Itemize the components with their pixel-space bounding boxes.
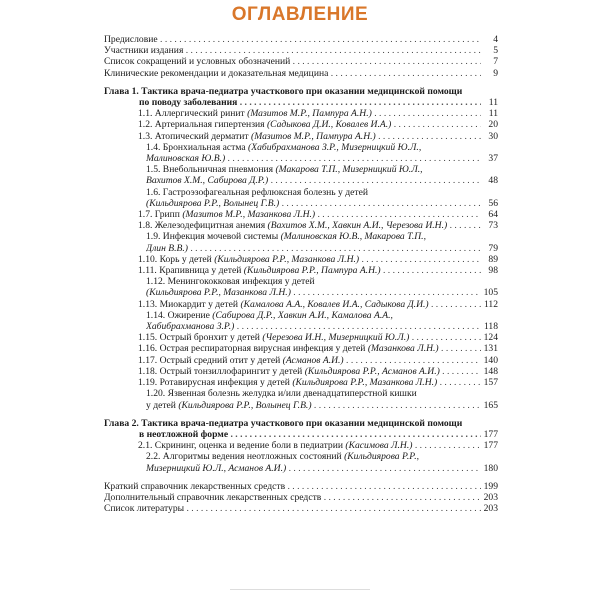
page-title: ОГЛАВЛЕНИЕ [231,4,369,25]
toc-entry-authors: (Садыкова Д.И., Ковалев И.А.) [266,119,392,131]
chapter-1-title[interactable]: Глава 1. Тактика врача-педиатра участкового при оказании медицинской помощи [104,85,463,97]
toc-entry-1-9[interactable] [138,231,498,242]
toc-entry-label: 1.8. Железодефицитная анемия [138,220,266,232]
toc-entry-authors: (Кильдиярова Р.Р., Мазанкова Л.Н.) [146,287,291,299]
toc-entry-1-7[interactable] [138,209,498,220]
toc-entry-label: 1.13. Миокардит у детей [138,298,239,310]
toc-entry-authors: (Кильдиярова Р.Р., [344,451,419,463]
footer-divider [230,589,370,590]
toc-entry-label: в неотложной форме . . . [139,429,481,440]
toc-entry-1-20[interactable]: 1.20. Язвенная болезнь желудка и/или двенадцатиперстной кишки [146,388,417,400]
toc-entry-1-15[interactable] [138,332,498,343]
toc-entry-page: 199 [483,480,498,492]
toc-entry-page: 124 [483,332,498,344]
toc-entry-authors: Длин В.В.) [146,242,188,254]
toc-entry-page: 131 [483,343,498,355]
toc-entry-2-2[interactable] [138,451,498,462]
toc-entry-1-19[interactable] [138,377,498,388]
toc-entry-1-13[interactable] [138,299,498,310]
toc-entry-preface[interactable] [104,34,498,45]
toc-entry-1-20-cont[interactable] [138,400,498,411]
toc-entry-page: 177 [483,440,498,452]
toc-entry-label: 1.11. Крапивница у детей [138,265,242,277]
toc-entry-label: у детей [146,399,176,411]
toc-entry-label: 1.4. Бронхиальная астма [146,141,246,153]
toc-entry-authors: (Кильдиярова Р.Р., Волынец Г.В.) [146,197,280,209]
toc-entry-1-6[interactable]: 1.6. Гастроэзофагеальная рефлюксная болезнь у детей [146,186,368,198]
toc-entry-authors: (Кильдиярова Р.Р., Пампура А.Н.) [243,265,381,277]
toc-entry-label: 1.17. Острый средний отит у детей [138,354,281,366]
toc-entry-authors: Мизерницкий Ю.Л., Асманов А.И.) [146,462,287,474]
toc-entry-authors: (Кильдиярова Р.Р., Мазанкова Л.Н.) [292,377,438,389]
toc-entry-authors: (Макарова Т.П., Мизерницкий Ю.Л., [275,164,423,176]
toc-entry-label: 2.2. Алгоритмы ведения неотложных состояний [146,451,342,463]
toc-entry-1-11[interactable] [138,265,498,276]
toc-entry-1-16[interactable] [138,343,498,354]
toc-entry-page: 20 [488,119,498,131]
toc-entry-authors: (Черезова И.Н., Мизерницкий Ю.Л.) [262,332,410,344]
toc-entry-page: 9 [493,67,498,79]
toc-entry-authors: (Камалова А.А., Ковалев И.А., Садыкова Д.И.) [240,298,429,310]
toc-entry-label: 1.3. Атопический дерматит [138,130,249,142]
toc-entry-page: 37 [488,153,498,165]
toc-entry-authors: (Вахитов Х.М., Хавкин А.И., Черезова И.Н.) [267,220,448,232]
toc-entry-page: 157 [483,377,498,389]
toc-entry-1-5-cont[interactable] [138,175,498,186]
toc-entry-1-1[interactable] [138,108,498,119]
toc-entry-page: 11 [488,97,498,109]
toc-entry-1-4-cont[interactable] [138,153,498,164]
toc-entry-1-12-cont[interactable] [138,287,498,298]
toc-entry-1-17[interactable] [138,355,498,366]
toc-entry-2-1[interactable] [138,440,498,451]
toc-entry-label: 1.7. Грипп [138,209,180,221]
toc-entry-1-6-cont[interactable] [138,198,498,209]
toc-entry-authors: (Асманов А.И.) [282,354,344,366]
toc-entry-authors: (Хабибрахманова З.Р., Мизерницкий Ю.Л., [248,141,422,153]
toc-entry-1-9-cont[interactable] [138,243,498,254]
toc-entry-page: 165 [483,399,498,411]
toc-entry-authors: (Кильдиярова Р.Р., Мазанкова Л.Н.) [214,253,360,265]
toc-entry-authors: (Малиновская Ю.В., Макарова Т.П., [280,231,426,243]
toc-entry-authors: (Мазитов М.Р., Мазанкова Л.Н.) [182,209,316,221]
toc-entry-label: Дополнительный справочник лекарственных средств . . . [104,492,481,503]
chapter-2-title-cont[interactable] [104,429,498,440]
toc-entry-label: 1.1. Аллергический ринит [138,108,245,120]
toc-entry-page: 30 [488,130,498,142]
toc-entry-2-2-cont[interactable] [138,463,498,474]
toc-entry-label: 1.16. Острая респираторная вирусная инфекция у детей [138,343,366,355]
toc-entry-authors: (Мазитов М.Р., Пампура А.Н.) [251,130,376,142]
toc-entry-page: 180 [483,462,498,474]
toc-entry-page: 56 [488,197,498,209]
toc-entry-page: 98 [488,265,498,277]
toc-entry-page: 4 [493,34,498,45]
toc-entry-1-4[interactable] [138,142,498,153]
toc-entry-page: 11 [488,108,498,120]
toc-entry-page: 140 [483,354,498,366]
toc-entry-label: Предисловие . . . [104,34,481,45]
toc-entry-page: 177 [483,428,498,440]
toc-entry-label: 2.1. Скрининг, оценка и ведение боли в педиатрии [138,440,343,452]
toc-entry-authors: Хабибрахманова З.Р.) [146,321,235,333]
toc-entry-1-8[interactable] [138,220,498,231]
toc-entry-bibliography[interactable] [104,503,498,514]
toc-entry-authors: (Кильдиярова Р.Р., Волынец Г.В.) [178,399,312,411]
toc-entry-label: Участники издания . . . [104,45,481,56]
toc-entry-authors: (Касимова Л.Н.) [345,440,413,452]
toc-entry-page: 7 [493,56,498,68]
toc-entry-abbreviations[interactable] [104,56,498,67]
toc-entry-1-14[interactable] [138,310,498,321]
toc-entry-guidelines[interactable] [104,68,498,79]
toc-entry-page: 64 [488,209,498,221]
toc-entry-authors: Вахитов Х.М., Сабирова Д.Р.) [146,175,269,187]
toc-entry-page: 79 [488,242,498,254]
toc-entry-page: 112 [483,298,498,310]
toc-entry-label: 1.15. Острый бронхит у детей [138,332,260,344]
toc-entry-page: 203 [483,491,498,503]
toc-entry-label: Клинические рекомендации и доказательная медицина . . . [104,68,481,79]
toc-entry-additional-drug-reference[interactable] [104,492,498,503]
toc-entry-page: 48 [488,175,498,187]
toc-entry-1-10[interactable] [138,254,498,265]
chapter-2-title[interactable]: Глава 2. Тактика врача-педиатра участкового при оказании медицинской помощи [104,417,463,429]
toc-entry-label: Список литературы . . . [104,503,481,514]
toc-entry-authors: (Сабирова Д.Р., Хавкин А.И., Камалова А.А., [212,309,393,321]
toc-entry-page: 5 [493,45,498,57]
toc-entry-authors: Малиновская Ю.В.) [146,153,226,165]
toc-entry-label: по поводу заболевания . . . [139,97,481,108]
toc-entry-1-12[interactable]: 1.12. Менингококковая инфекция у детей [146,276,315,288]
toc-entry-label: 1.5. Внебольничная пневмония [146,164,274,176]
toc-entry-label: 1.10. Корь у детей [138,253,212,265]
toc-entry-label: Краткий справочник лекарственных средств . . . [104,481,481,492]
toc-entry-authors: (Мазанкова Л.Н.) [367,343,439,355]
toc-entry-label: 1.14. Ожирение [146,309,210,321]
toc-entry-label: Список сокращений и условных обозначений . . . [104,56,481,67]
toc-entry-1-3[interactable] [138,131,498,142]
toc-entry-label: 1.2. Артериальная гипертензия [138,119,265,131]
toc-entry-page: 105 [483,287,498,299]
toc-entry-1-18[interactable] [138,366,498,377]
toc-entry-1-2[interactable] [138,119,498,130]
toc-entry-contributors[interactable] [104,45,498,56]
toc-entry-page: 89 [488,253,498,265]
toc-entry-label: 1.18. Острый тонзиллофарингит у детей [138,365,303,377]
toc-entry-page: 73 [488,220,498,232]
toc-entry-1-14-cont[interactable] [138,321,498,332]
toc-entry-1-5[interactable] [138,164,498,175]
toc-entry-authors: (Кильдиярова Р.Р., Асманов А.И.) [304,365,440,377]
toc-entry-label: 1.9. Инфекция мочевой системы [146,231,279,243]
toc-entry-drug-reference[interactable] [104,481,498,492]
toc-entry-page: 203 [483,503,498,515]
chapter-1-title-cont[interactable] [104,97,498,108]
toc-entry-page: 148 [483,365,498,377]
toc-entry-label: 1.19. Ротавирусная инфекция у детей [138,377,290,389]
toc-entry-page: 118 [483,321,498,333]
toc-entry-authors: (Мазитов М.Р., Пампура А.Н.) [247,108,372,120]
table-of-contents [104,34,498,514]
